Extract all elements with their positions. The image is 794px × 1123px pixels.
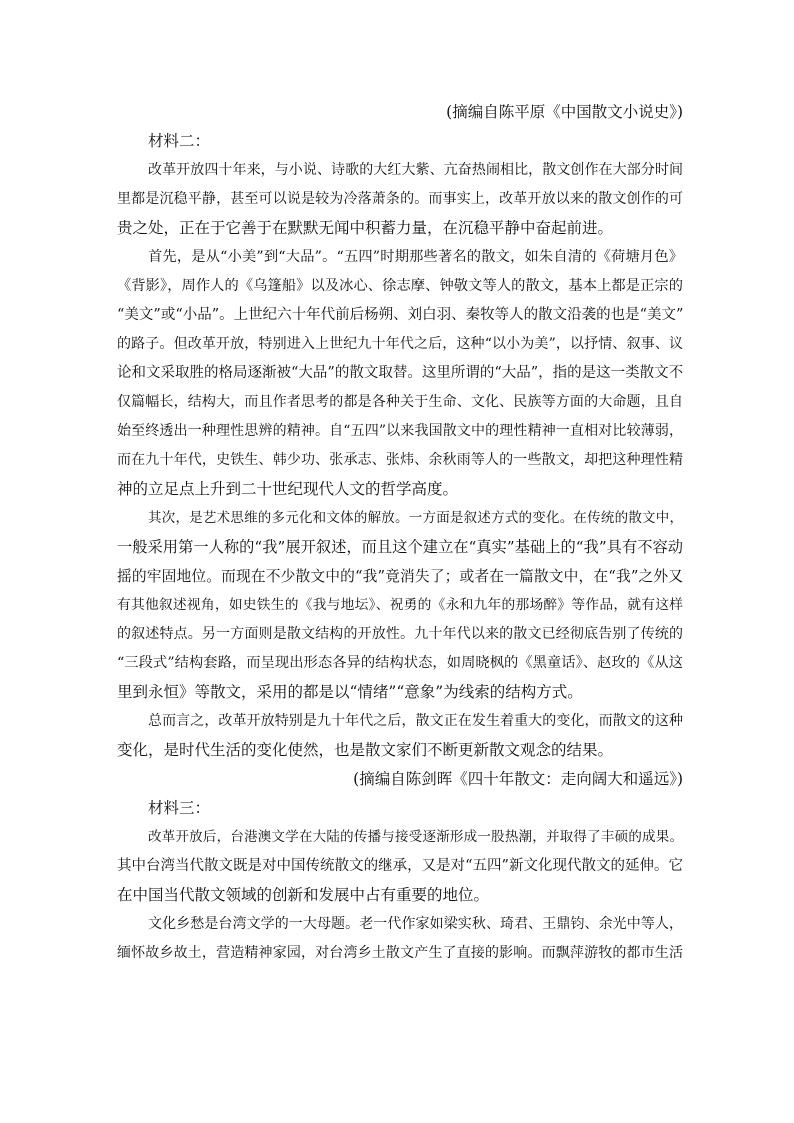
paragraph-line: 贵之处，正在于它善于在默默无闻中积蓄力量，在沉稳平静中奋起前进。	[117, 219, 614, 237]
paragraph-line: 里到永恒》等散文，采用的都是以“情绪”“意象”为线索的结构方式。	[117, 683, 583, 701]
paragraph-line: 一般采用第一人称的“我”展开叙述，而且这个建立在“真实”基础上的“我”具有不容动	[117, 538, 683, 556]
paragraph-line: 其次，是艺术思维的多元化和文体的解放。一方面是叙述方式的变化。在传统的散文中，	[148, 510, 683, 526]
paragraph-line: “美文”或“小品”。上世纪六十年代前后杨朔、刘白羽、秦牧等人的散文沿袭的也是“美文”	[117, 307, 683, 323]
paragraph-line: “三段式”结构套路，而呈现出形态各异的结构状态，如周晓枫的《黑童话》、赵玫的《从这	[117, 655, 683, 671]
paragraph-line: 摇的牢固地位。而现在不少散文中的“我”竟消失了；或者在一篇散文中，在“我”之外又	[117, 568, 683, 585]
paragraph-line: 始至终透出一种理性思辨的精神。自“五四”以来我国散文中的理性精神一直相对比较薄弱，	[117, 423, 683, 439]
paragraph-line: 在中国当代散文领域的创新和发展中占有重要的地位。	[117, 886, 490, 904]
paragraph-line: 改革开放四十年来，与小说、诗歌的大红大紫、亢奋热闹相比，散文创作在大部分时间	[148, 162, 683, 178]
document-body	[117, 98, 683, 968]
paragraph-line: 里都是沉稳平静，甚至可以说是较为冷落萧条的。而事实上，改革开放以来的散文创作的可	[117, 191, 683, 207]
paragraph-line: 首先，是从“小美”到“大品”。“五四”时期那些著名的散文，如朱自清的《荷塘月色》	[148, 249, 683, 265]
paragraph-line: 缅怀故乡故土，营造精神家园，对台湾乡土散文产生了直接的影响。而飘萍游牧的都市生活	[117, 945, 683, 961]
paragraph-line: 总而言之，改革开放特别是九十年代之后，散文正在发生着重大的变化，而散文的这种	[148, 713, 683, 729]
section-heading: 材料三：	[148, 799, 211, 817]
paragraph-line: 其中台湾当代散文既是对中国传统散文的继承，又是对“五四”新文化现代散文的延伸。它	[117, 858, 683, 874]
section-heading: 材料二：	[148, 132, 211, 150]
paragraph-line: 论和文采取胜的格局逐渐被“大品”的散文取替。这里所谓的“大品”，指的是这一类散文不	[117, 365, 683, 381]
paragraph-line: 有其他叙述视角，如史铁生的《我与地坛》、祝勇的《永和九年的那场醉》等作品，就有这样	[117, 597, 683, 613]
paragraph-line: 仅篇幅长，结构大，而且作者思考的都是各种关于生命、文化、民族等方面的大命题，且自	[117, 394, 683, 410]
paragraph-line: 而在九十年代，史铁生、韩少功、张承志、张炜、余秋雨等人的一些散文，却把这种理性精	[117, 452, 683, 468]
paragraph-line: 《背影》，周作人的《乌篷船》以及冰心、徐志摩、钟敬文等人的散文，基本上都是正宗的	[117, 278, 683, 294]
paragraph-line: 文化乡愁是台湾文学的一大母题。老一代作家如梁实秋、琦君、王鼎钧、余光中等人，	[148, 916, 683, 932]
paragraph-line: 改革开放后，台港澳文学在大陆的传播与接受逐渐形成一股热潮，并取得了丰硕的成果。	[148, 829, 683, 845]
source-citation: (摘编自陈剑晖《四十年散文：走向阔大和遥远》)	[353, 770, 683, 788]
paragraph-line: 变化，是时代生活的变化使然，也是散文家们不断更新散文观念的结果。	[117, 741, 614, 759]
paragraph-line: 的路子。但改革开放，特别进入上世纪九十年代之后，这种“以小为美”，以抒情、叙事、议	[117, 336, 683, 352]
paragraph-line: 神的立足点上升到二十世纪现代人文的哲学高度。	[117, 480, 459, 498]
paragraph-line: 的叙述特点。另一方面则是散文结构的开放性。九十年代以来的散文已经彻底告别了传统的	[117, 626, 683, 642]
source-citation: (摘编自陈平原《中国散文小说史》)	[446, 103, 683, 121]
